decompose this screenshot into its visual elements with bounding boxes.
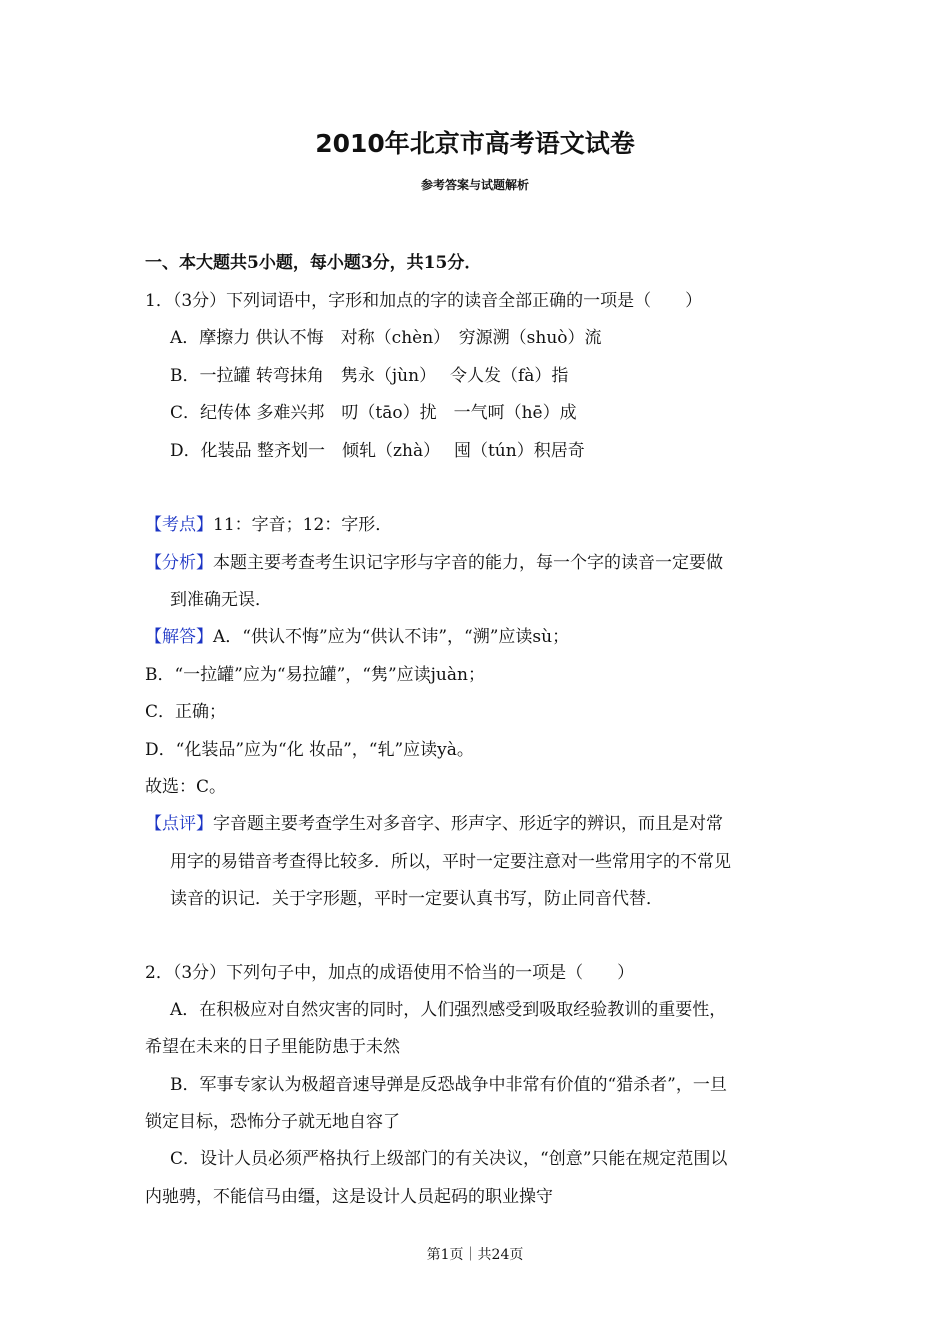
dianping-text-3: 读音的识记．关于字形题，平时一定要认真书写，防止同音代替．	[170, 889, 663, 909]
fenxi-row	[145, 548, 723, 573]
dianping-row	[145, 809, 723, 834]
kaodian-row	[145, 510, 392, 535]
jieda-row	[145, 622, 569, 647]
q2-option-c-line1: C．设计人员必须严格执行上级部门的有关决议，“创意”只能在规定范围以	[170, 1149, 728, 1169]
question-2-stem: 2．（3分）下列句子中，加点的成语使用不恰当的一项是（ ）	[145, 963, 635, 983]
fenxi-text-2: 到准确无误．	[170, 590, 272, 610]
question-1-stem: 1．（3分）下列词语中，字形和加点的字的读音全部正确的一项是（ ）	[145, 291, 703, 311]
q2-option-c-line2: 内驰骋，不能信马由缰，这是设计人员起码的职业操守	[145, 1187, 553, 1207]
q1-option-c: C．纪传体 多难兴邦 叨（tāo）扰 一气呵（hē）成	[170, 403, 577, 423]
page-footer: 第1页｜共24页	[426, 1247, 524, 1263]
fenxi-text-1: 本题主要考查考生识记字形与字音的能力，每一个字的读音一定要做	[213, 553, 723, 573]
kaodian-text: 11：字音；12：字形．	[213, 515, 393, 535]
q1-option-d: D．化装品 整齐划一 倾轧（zhà） 囤（tún）积居奇	[170, 441, 585, 461]
jieda-text-c: C．正确；	[145, 702, 227, 722]
dianping-text-1: 字音题主要考查学生对多音字、形声字、形近字的辨识，而且是对常	[213, 814, 723, 834]
q1-option-a: A．摩擦力 供认不悔 对称（chèn） 穷源溯（shuò）流	[170, 328, 602, 348]
fenxi-tag: 【分析】	[145, 553, 213, 573]
q2-option-a-line2: 希望在未来的日子里能防患于未然	[145, 1037, 400, 1057]
jieda-text-d: D．“化装品”应为“化 妆品”，“轧”应读yà。	[145, 740, 474, 760]
q1-option-b: B．一拉罐 转弯抹角 隽永（jùn） 令人发（fà）指	[170, 366, 569, 386]
dianping-text-2: 用字的易错音考查得比较多．所以，平时一定要注意对一些常用字的不常见	[170, 852, 731, 872]
q2-option-a-line1: A．在积极应对自然灾害的同时，人们强烈感受到吸取经验教训的重要性，	[170, 1000, 727, 1020]
page-subtitle: 参考答案与试题解析	[420, 178, 529, 192]
jieda-text-a: A．“供认不悔”应为“供认不讳”，“溯”应读sù；	[213, 627, 570, 647]
dianping-tag: 【点评】	[145, 814, 213, 834]
section-heading: 一、本大题共5小题，每小题3分，共15分．	[145, 253, 482, 273]
answer-line: 故选：C。	[145, 777, 227, 797]
page-title: 2010年北京市高考语文试卷	[315, 129, 635, 158]
jieda-text-b: B．“一拉罐”应为“易拉罐”，“隽”应读juàn；	[145, 665, 485, 685]
q2-option-b-line2: 锁定目标，恐怖分子就无地自容了	[145, 1112, 400, 1132]
jieda-tag: 【解答】	[145, 627, 213, 647]
q2-option-b-line1: B．军事专家认为极超音速导弹是反恐战争中非常有价值的“猎杀者”，一旦	[170, 1075, 727, 1095]
kaodian-tag: 【考点】	[145, 515, 213, 535]
